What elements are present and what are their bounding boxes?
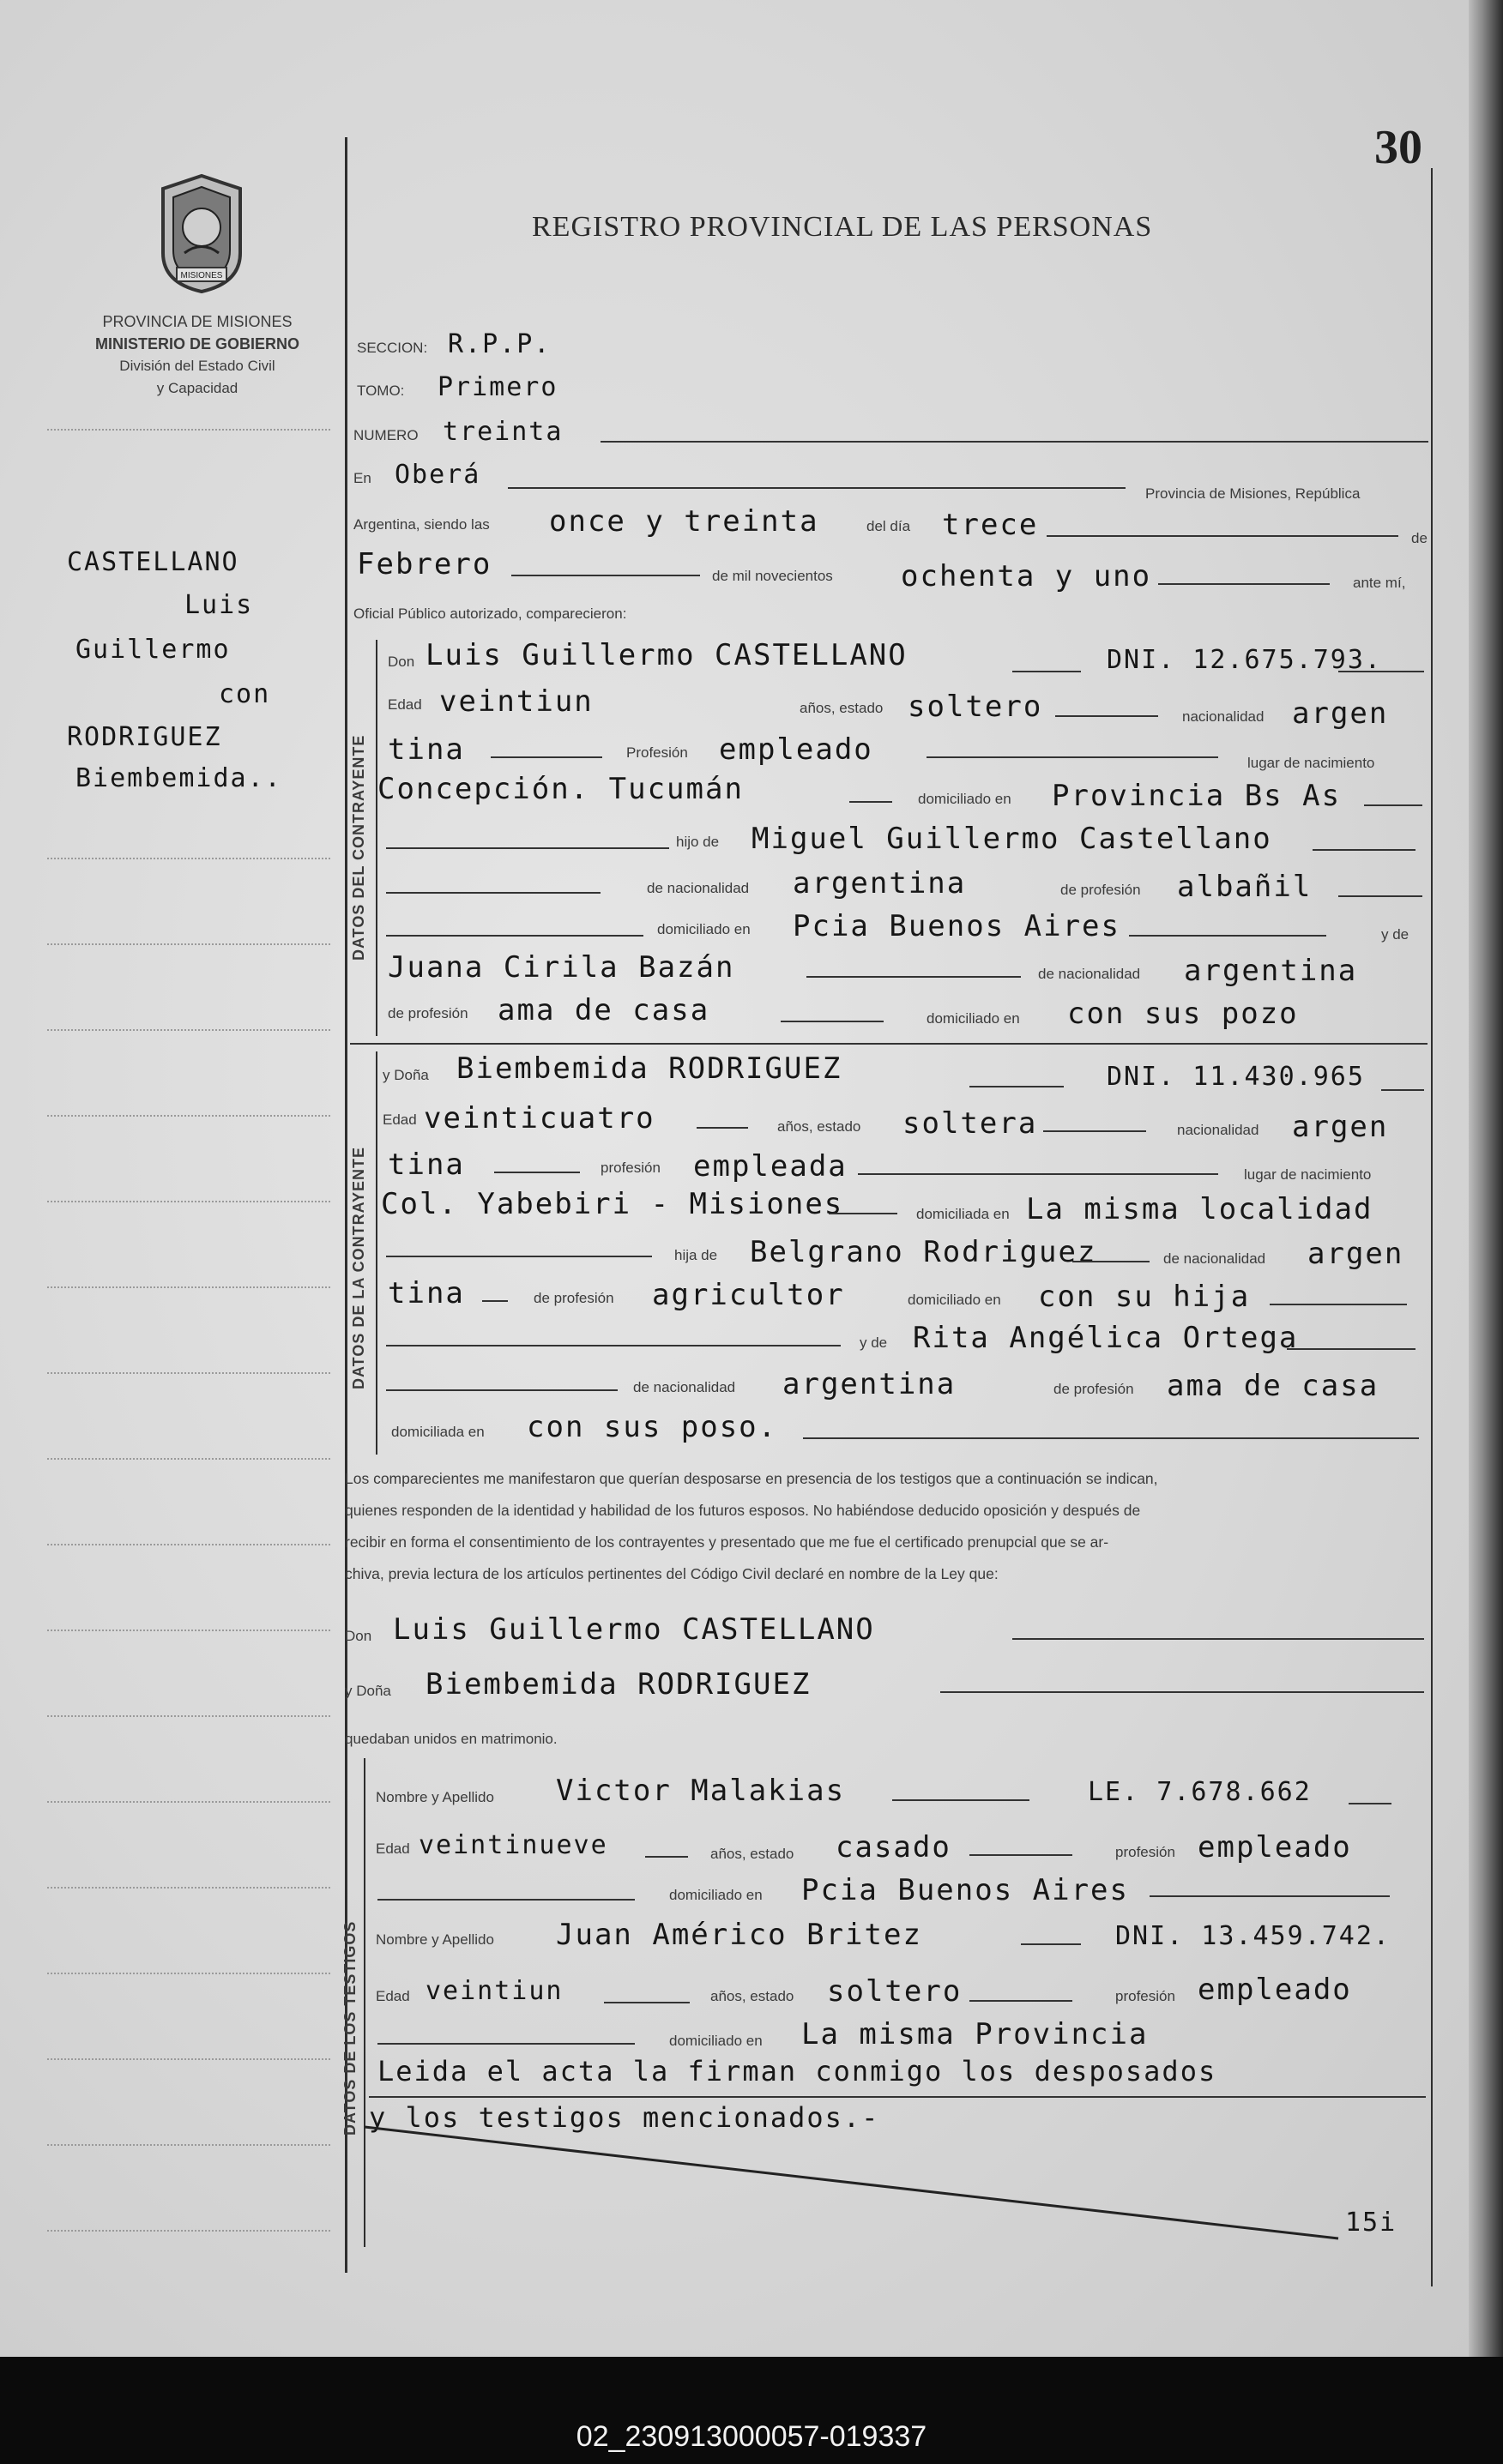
label-de-profesion-2: de profesión bbox=[388, 1005, 468, 1021]
label-nacionalidad: nacionalidad bbox=[1182, 708, 1265, 725]
label-profesion-cap: Profesión bbox=[626, 744, 688, 761]
blank-line bbox=[1055, 715, 1158, 717]
label-nacionalidad-2: nacionalidad bbox=[1177, 1122, 1259, 1138]
blank-line bbox=[849, 801, 892, 803]
bride-section-bracket bbox=[376, 1051, 377, 1455]
blank-line bbox=[1270, 1304, 1407, 1305]
bride-padre-prof: agricultor bbox=[652, 1278, 845, 1312]
blank-line bbox=[803, 1437, 1419, 1439]
label-de: de bbox=[1411, 530, 1428, 546]
label-del-dia: del día bbox=[866, 518, 911, 534]
bride-padre-nac2: tina bbox=[388, 1276, 465, 1310]
closing-line-2: y los testigos mencionados.- bbox=[369, 2101, 880, 2134]
blank-line bbox=[892, 1799, 1029, 1801]
witness2-doc: DNI. 13.459.742. bbox=[1115, 1921, 1391, 1951]
witness1-estado: casado bbox=[836, 1830, 951, 1865]
groom-name: Luis Guillermo CASTELLANO bbox=[426, 638, 908, 672]
groom-padre-nac: argentina bbox=[793, 866, 967, 901]
blank-line bbox=[601, 441, 1428, 443]
groom-madre: Juana Cirila Bazán bbox=[388, 950, 735, 985]
blank-line bbox=[386, 1389, 618, 1391]
label-y-dona: y Doña bbox=[383, 1067, 429, 1083]
label-hijo-de: hijo de bbox=[676, 834, 720, 850]
declared-bride: Biembemida RODRIGUEZ bbox=[426, 1667, 812, 1702]
issuer-line4: y Capacidad bbox=[156, 380, 238, 396]
margin-note-name1: Luis bbox=[184, 590, 254, 620]
paragraph-line-3: recibir en forma el consentimiento de los contrayentes y presentado que me fue el certificado prenupcial que se ar- bbox=[345, 1533, 1109, 1551]
legal-paragraph bbox=[345, 1463, 1424, 1590]
label-domiciliado-w1: domiciliado en bbox=[669, 1887, 763, 1903]
groom-lugar: Concepción. Tucumán bbox=[377, 772, 744, 806]
bride-nac1: argen bbox=[1292, 1110, 1389, 1144]
blank-line bbox=[1072, 1261, 1150, 1262]
bride-profesion: empleada bbox=[693, 1149, 848, 1184]
value-tomo: Primero bbox=[438, 372, 558, 402]
label-hija-de: hija de bbox=[674, 1247, 718, 1263]
witness1-doc: LE. 7.678.662 bbox=[1088, 1777, 1312, 1807]
label-edad-w1: Edad bbox=[376, 1840, 410, 1857]
label-edad: Edad bbox=[388, 696, 422, 713]
value-en: Oberá bbox=[395, 460, 481, 490]
blank-line bbox=[1364, 804, 1422, 806]
groom-dni: DNI. 12.675.793. bbox=[1107, 645, 1382, 675]
margin-dotline bbox=[47, 1715, 330, 1717]
label-nombre-apellido-2: Nombre y Apellido bbox=[376, 1931, 494, 1948]
margin-dotline bbox=[47, 858, 330, 859]
blank-line bbox=[377, 1899, 635, 1901]
paragraph-line-4: chiva, previa lectura de los artículos pertinentes del Código Civil declaré en nombre de la Ley que: bbox=[345, 1565, 999, 1582]
label-domiciliado-4: domiciliado en bbox=[908, 1292, 1001, 1308]
label-nombre-apellido: Nombre y Apellido bbox=[376, 1789, 494, 1805]
provincial-seal-icon bbox=[146, 172, 257, 296]
margin-dotline bbox=[47, 1973, 330, 1974]
blank-line bbox=[697, 1127, 748, 1129]
blank-line bbox=[386, 847, 669, 849]
margin-note-surname: CASTELLANO bbox=[67, 547, 239, 577]
label-don: Don bbox=[388, 654, 415, 670]
blank-line bbox=[377, 2043, 635, 2045]
bride-estado: soltera bbox=[902, 1106, 1038, 1141]
margin-dotline bbox=[47, 943, 330, 945]
blank-line bbox=[829, 1213, 897, 1214]
blank-line bbox=[969, 1854, 1072, 1856]
witness1-edad: veintinueve bbox=[419, 1830, 608, 1860]
label-argentina-siendo: Argentina, siendo las bbox=[353, 516, 490, 533]
blank-line bbox=[1043, 1130, 1146, 1132]
page-number: 30 bbox=[1374, 121, 1422, 174]
groom-padre: Miguel Guillermo Castellano bbox=[752, 822, 1272, 856]
label-quedaban: quedaban unidos en matrimonio. bbox=[345, 1731, 558, 1747]
bride-padre: Belgrano Rodriguez bbox=[750, 1235, 1097, 1269]
bride-dni: DNI. 11.430.965 bbox=[1107, 1062, 1365, 1092]
bride-madre: Rita Angélica Ortega bbox=[913, 1321, 1299, 1355]
label-en: En bbox=[353, 470, 371, 486]
blank-line bbox=[508, 487, 1126, 489]
groom-nac2: tina bbox=[388, 732, 465, 767]
value-mes: Febrero bbox=[357, 547, 492, 581]
blank-line bbox=[386, 1345, 841, 1346]
blank-line bbox=[1338, 895, 1422, 897]
bride-madre-dom: con sus poso. bbox=[527, 1410, 778, 1444]
issuer-line3: División del Estado Civil bbox=[119, 358, 275, 374]
seal-text: MISIONES bbox=[180, 271, 223, 280]
side-label-contrayente: DATOS DEL CONTRAYENTE bbox=[350, 734, 367, 961]
blank-line bbox=[927, 756, 1218, 758]
bride-lugar: Col. Yabebiri - Misiones bbox=[381, 1187, 844, 1221]
witness2-name: Juan Américo Britez bbox=[556, 1918, 922, 1952]
groom-padre-prof: albañil bbox=[1177, 870, 1313, 904]
blank-line bbox=[1129, 935, 1326, 937]
value-hora: once y treinta bbox=[549, 504, 819, 539]
label-domiciliado-3: domiciliado en bbox=[927, 1010, 1020, 1027]
label-domiciliado-w2: domiciliado en bbox=[669, 2033, 763, 2049]
blank-line bbox=[1012, 1638, 1424, 1640]
closing-rule bbox=[369, 2096, 1426, 2098]
side-label-contrayenta: DATOS DE LA CONTRAYENTE bbox=[350, 1146, 367, 1389]
label-domiciliada: domiciliada en bbox=[916, 1206, 1010, 1222]
bride-madre-nac: argentina bbox=[782, 1367, 957, 1401]
witness1-profesion: empleado bbox=[1198, 1830, 1352, 1865]
label-y-dona-2: y Doña bbox=[345, 1683, 391, 1699]
blank-line bbox=[969, 2000, 1072, 2002]
bride-padre-dom: con su hija bbox=[1038, 1280, 1251, 1314]
blank-line bbox=[604, 2002, 690, 2003]
blank-line bbox=[386, 892, 601, 894]
margin-dotline bbox=[47, 2144, 330, 2146]
blank-line bbox=[1313, 849, 1415, 851]
label-de-mil-novecientos: de mil novecientos bbox=[712, 568, 833, 584]
label-tomo: TOMO: bbox=[357, 383, 405, 399]
groom-madre-dom: con sus pozo bbox=[1067, 997, 1299, 1031]
label-edad-w2: Edad bbox=[376, 1988, 410, 2004]
label-de-nacionalidad-2: de nacionalidad bbox=[1038, 966, 1141, 982]
label-domiciliado: domiciliado en bbox=[918, 791, 1011, 807]
label-lugar-nacimiento: lugar de nacimiento bbox=[1247, 755, 1375, 771]
label-de-nacionalidad-3: de nacionalidad bbox=[1163, 1250, 1266, 1267]
margin-dotline bbox=[47, 1372, 330, 1374]
value-dia: trece bbox=[942, 508, 1039, 542]
groom-nac1: argen bbox=[1292, 696, 1389, 731]
margin-dotline bbox=[47, 2058, 330, 2060]
groom-estado: soltero bbox=[908, 690, 1043, 724]
witness1-domicilio: Pcia Buenos Aires bbox=[801, 1873, 1129, 1907]
groom-edad: veintiun bbox=[439, 684, 594, 719]
blank-line bbox=[1012, 671, 1081, 672]
label-profesion-w1: profesión bbox=[1115, 1844, 1175, 1860]
issuer-line1: PROVINCIA DE MISIONES bbox=[102, 313, 293, 330]
blank-line bbox=[1158, 583, 1330, 585]
label-edad-2: Edad bbox=[383, 1112, 417, 1128]
value-numero: treinta bbox=[443, 417, 564, 447]
side-label-testigos: DATOS DE LOS TESTIGOS bbox=[341, 1920, 359, 2136]
label-de-profesion: de profesión bbox=[1060, 882, 1141, 898]
label-y-de: y de bbox=[1381, 926, 1409, 943]
label-anos-estado-2: años, estado bbox=[777, 1118, 861, 1135]
label-lugar-nacimiento-2: lugar de nacimiento bbox=[1244, 1166, 1372, 1183]
witness2-domicilio: La misma Provincia bbox=[801, 2017, 1149, 2051]
margin-dotline bbox=[47, 429, 330, 431]
paragraph-line-2: quienes responden de la identidad y habilidad de los futuros esposos. No habiéndose deducido oposición y después de bbox=[345, 1502, 1141, 1519]
groom-section-bracket bbox=[376, 640, 377, 1036]
witness2-estado: soltero bbox=[827, 1974, 963, 2009]
blank-line bbox=[940, 1691, 1424, 1693]
groom-padre-dom: Pcia Buenos Aires bbox=[793, 909, 1120, 943]
margin-dotline bbox=[47, 1801, 330, 1803]
bride-nac2: tina bbox=[388, 1148, 465, 1182]
blank-line bbox=[491, 756, 602, 758]
label-y-de-2: y de bbox=[860, 1334, 888, 1351]
groom-madre-prof: ama de casa bbox=[498, 993, 710, 1027]
blank-line bbox=[511, 575, 700, 576]
blank-line bbox=[1287, 1348, 1415, 1350]
margin-dotline bbox=[47, 1544, 330, 1545]
margin-dotline bbox=[47, 1029, 330, 1031]
blank-line bbox=[1349, 1803, 1391, 1804]
margin-dotline bbox=[47, 1286, 330, 1288]
witness2-edad: veintiun bbox=[426, 1976, 564, 2006]
label-anos-estado-w1: años, estado bbox=[710, 1846, 794, 1862]
section-divider bbox=[350, 1043, 1428, 1045]
blank-line bbox=[386, 935, 643, 937]
blank-line bbox=[858, 1173, 1218, 1175]
witness2-profesion: empleado bbox=[1198, 1973, 1352, 2007]
closing-line-1: Leida el acta la firman conmigo los desposados bbox=[377, 2055, 1217, 2087]
footer-id: 02_230913000057-019337 bbox=[576, 2420, 927, 2453]
bride-name: Biembemida RODRIGUEZ bbox=[456, 1051, 842, 1086]
witness1-name: Victor Malakias bbox=[556, 1774, 846, 1808]
bride-edad: veinticuatro bbox=[424, 1101, 655, 1136]
margin-dotline bbox=[47, 1201, 330, 1202]
margin-dotline bbox=[47, 2230, 330, 2232]
bride-domicilio: La misma localidad bbox=[1026, 1192, 1373, 1226]
label-anos-estado: años, estado bbox=[800, 700, 884, 716]
blank-line bbox=[781, 1021, 884, 1022]
label-profesion-w2: profesión bbox=[1115, 1988, 1175, 2004]
label-don-2: Don bbox=[345, 1628, 372, 1644]
blank-line bbox=[1381, 1089, 1424, 1091]
blank-line bbox=[969, 1086, 1064, 1087]
blank-line bbox=[386, 1256, 652, 1257]
margin-note-bride-surname: RODRIGUEZ bbox=[67, 722, 222, 752]
blank-line bbox=[806, 976, 1021, 978]
margin-note-con: con bbox=[219, 679, 271, 709]
margin-dotline bbox=[47, 1887, 330, 1889]
label-de-profesion-3: de profesión bbox=[534, 1290, 614, 1306]
label-anos-estado-w2: años, estado bbox=[710, 1988, 794, 2004]
blank-line bbox=[1047, 535, 1398, 537]
label-profesion: profesión bbox=[601, 1160, 661, 1176]
blank-line bbox=[645, 1856, 688, 1858]
right-rule bbox=[1431, 168, 1433, 2286]
bride-madre-prof: ama de casa bbox=[1167, 1369, 1379, 1403]
label-de-nacionalidad: de nacionalidad bbox=[647, 880, 750, 896]
label-numero: NUMERO bbox=[353, 427, 419, 443]
margin-dotline bbox=[47, 1115, 330, 1117]
signature-mark: 15i bbox=[1345, 2208, 1397, 2238]
blank-line bbox=[1150, 1895, 1390, 1897]
value-anio: ochenta y uno bbox=[901, 559, 1152, 593]
paragraph-line-1: Los comparecientes me manifestaron que querían desposarse en presencia de los testigos que a continuación se indican, bbox=[345, 1470, 1158, 1487]
margin-dotline bbox=[47, 1458, 330, 1460]
strike-line bbox=[360, 2118, 1433, 2247]
label-provincia-republica: Provincia de Misiones, República bbox=[1145, 485, 1361, 502]
groom-madre-nac: argentina bbox=[1184, 954, 1358, 988]
label-de-nacionalidad-4: de nacionalidad bbox=[633, 1379, 736, 1395]
bride-padre-nac1: argen bbox=[1307, 1237, 1404, 1271]
page-title: REGISTRO PROVINCIAL DE LAS PERSONAS bbox=[532, 211, 1153, 243]
label-seccion: SECCION: bbox=[357, 340, 428, 356]
blank-line bbox=[494, 1172, 580, 1173]
margin-dotline bbox=[47, 1630, 330, 1631]
label-ante-mi: ante mí, bbox=[1353, 575, 1406, 591]
label-domiciliada-2: domiciliada en bbox=[391, 1424, 485, 1440]
margin-note-bride-name: Biembemida.. bbox=[75, 763, 282, 793]
groom-domicilio: Provincia Bs As bbox=[1052, 779, 1342, 813]
label-de-profesion-4: de profesión bbox=[1053, 1381, 1134, 1397]
blank-line bbox=[1338, 671, 1424, 672]
page-edge-shadow bbox=[1469, 0, 1503, 2357]
blank-line bbox=[482, 1300, 508, 1302]
value-seccion: R.P.P. bbox=[448, 329, 552, 359]
label-oficial: Oficial Público autorizado, comparecieron: bbox=[353, 605, 627, 622]
declared-groom: Luis Guillermo CASTELLANO bbox=[393, 1612, 875, 1647]
groom-profesion: empleado bbox=[719, 732, 873, 767]
margin-note-name2: Guillermo bbox=[75, 635, 231, 665]
issuer-block bbox=[51, 310, 343, 400]
blank-line bbox=[1021, 1943, 1081, 1945]
label-domiciliado-2: domiciliado en bbox=[657, 921, 751, 937]
issuer-line2: MINISTERIO DE GOBIERNO bbox=[94, 335, 300, 352]
